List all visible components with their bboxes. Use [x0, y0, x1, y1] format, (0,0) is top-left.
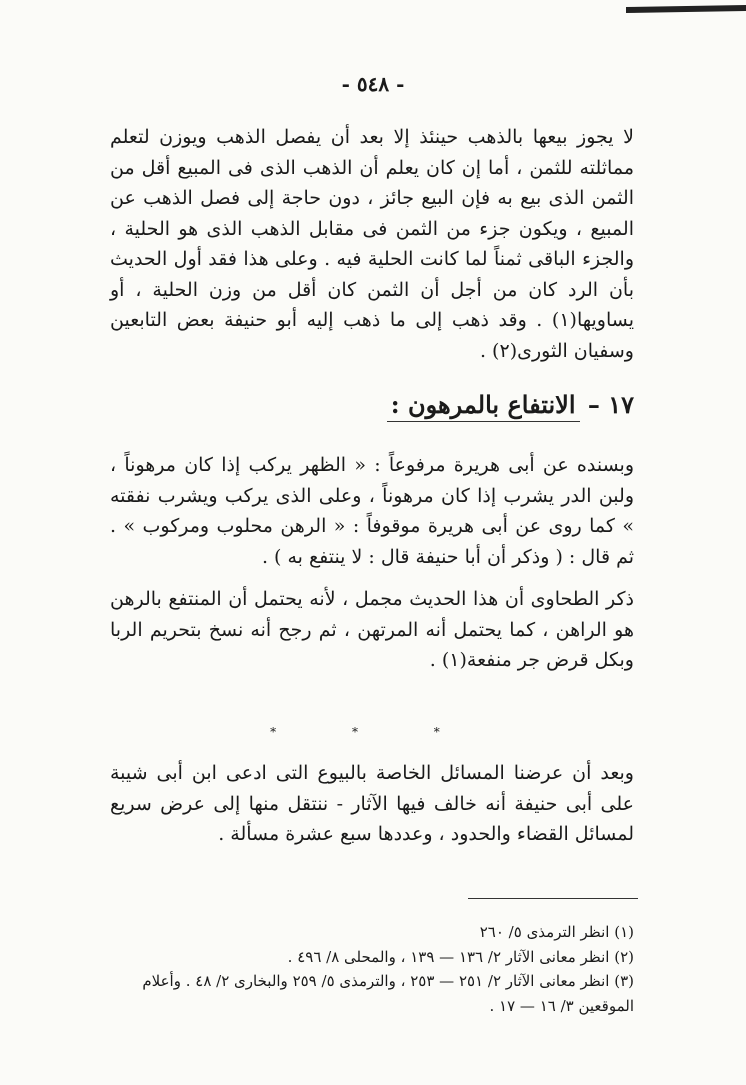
paragraph-1 [110, 122, 634, 366]
footnotes [110, 920, 634, 1018]
paragraph-4-text: وبعد أن عرضنا المسائل الخاصة بالبيوع التى ادعى ابن أبى شيبة على أبى حنيفة أنه خالف فيها الآثار - ننتقل منها إلى عرض سريع لمسائل القضاء والحدود ، وعددها سبع عشرة مسألة . [110, 762, 634, 845]
section-separator: * * * [270, 725, 476, 739]
footnote-divider [468, 898, 638, 899]
section-title: الانتفاع بالمرهون : [387, 390, 580, 422]
paragraph-2-text: وبسنده عن أبى هريرة مرفوعاً : « الظهر يركب إذا كان مرهوناً ، ولبن الدر يشرب إذا كان مرهوناً ، وعلى الذى يركب ويشرب نفقته » كما روى عن أبى هريرة موقوفاً : « الرهن محلوب ومركوب » . ثم قال : ( وذكر أن أبا حنيفة قال : لا ينتفع به ) . [110, 454, 634, 568]
section-number: ١٧ – [587, 390, 634, 419]
section-heading [110, 390, 634, 419]
footnote-1: (١) انظر الترمذى ٥/ ٢٦٠ [479, 923, 634, 941]
page-number: - ٥٤٨ - [341, 72, 405, 96]
paragraph-2 [110, 450, 634, 572]
paragraph-3-text: ذكر الطحاوى أن هذا الحديث مجمل ، لأنه يحتمل أن المنتفع بالرهن هو الراهن ، كما يحتمل أنه المرتهن ، ثم رجح أنه نسخ بتحريم الربا وبكل قرض جر منفعة(١) . [110, 588, 634, 671]
scan-edge-mark [626, 5, 746, 13]
paragraph-1-text: لا يجوز بيعها بالذهب حينئذ إلا بعد أن يفصل الذهب ويوزن لتعلم مماثلته للثمن ، أما إن كان يعلم أن الذهب الذى فى المبيع أقل من الثمن الذى بيع به فإن البيع جائز ، دون حاجة إلى فصل الذهب عن المبيع ، ويكون جزء من الثمن فى مقابل الذهب الذى هو الحلية ، والجزء الباقى ثمناً لما كانت الحلية فيه . وعلى هذا فقد أول الحديث بأن الرد كان من أجل أن الثمن كان أقل من وزن الحلية ، أو يساويها(١) . وقد ذهب إلى ما ذهب إليه أبو حنيفة بعض التابعين وسفيان الثورى(٢) . [110, 126, 634, 362]
paragraph-3 [110, 584, 634, 676]
footnote-3: (٣) انظر معانى الآثار ٢/ ٢٥١ — ٢٥٣ ، والترمذى ٥/ ٢٥٩ والبخارى ٢/ ٤٨ . وأعلام الموقعين ٣/ ١٦ — ١٧ . [142, 972, 634, 1015]
paragraph-4 [110, 758, 634, 850]
footnote-2: (٢) انظر معانى الآثار ٢/ ١٣٦ — ١٣٩ ، والمحلى ٨/ ٤٩٦ . [287, 947, 634, 966]
